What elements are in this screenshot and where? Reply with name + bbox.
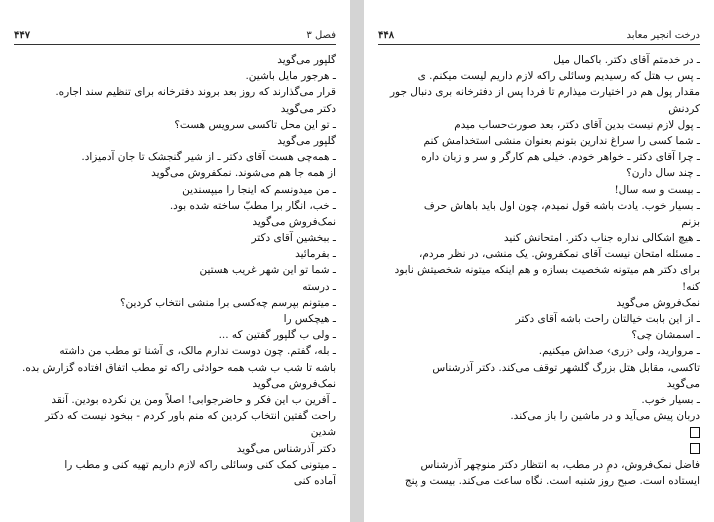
text-line: می‌گوید [666,377,700,390]
text-line: ایستاده است. صبح روز شنبه است. نگاه ساعت می‌کند. بیست و پنج [404,474,700,487]
text-line [378,441,700,457]
text-line: نمک‌فروش می‌گوید [252,215,336,228]
text-line [378,424,700,440]
text-line: از همه جا هم می‌شوند. نمکفروش می‌گوید [151,167,336,180]
right-page-number: ۴۴۸ [378,30,395,41]
text-line: ـ در خدمتم آقای دکتر. باکمال میل [553,54,700,66]
right-running-header [378,30,700,45]
text-line: ـ بفرمائید [295,248,336,261]
text-line: ـ چند سال دارن؟ [626,167,700,180]
left-running-head-title: فصل ۳ [306,30,336,41]
text-line: ـ مروارید، ولی ‹زری› صداش میکنیم. [538,345,700,358]
text-line: ـ بله، گفتم. چون دوست ندارم مالک، ی آشنا تو مطب من داشته [59,345,336,358]
left-running-header [14,30,336,45]
square-mark-icon [690,443,700,454]
text-line: دکتر آذرشناس می‌گوید [236,442,336,455]
text-line: قرار می‌گذارند که روز بعد بروند دفترخانه برای تنظیم سند اجاره. [55,86,336,99]
text-line: بزنم [681,215,700,228]
text-line: گلپور می‌گوید [277,134,336,147]
text-line: شدین [310,426,336,439]
text-line: کنه! [681,280,700,293]
text-line: دکتر می‌گوید [280,102,336,115]
text-line: آماده کنی [293,474,336,487]
text-line: ـ از این بابت خیالتان راحت باشه آقای دکتر [515,313,700,325]
text-line: ـ خب، انگار برا مطبّ ساخته شده بود. [169,199,336,212]
left-page-text [14,52,336,489]
text-line: ـ شما کسی را سراغ ندارین بتونم بعنوان منشی استخدامش کنم [423,134,700,147]
text-line: ـ مسئله امتحان نیست آقای نمکفروش. یک منشی، در نظر مردم، [418,248,700,261]
text-line: ـ شما تو این شهر غریب هستین [199,264,336,277]
text-line: ـ هرجور مایل باشین. [245,70,336,83]
text-line: ـ هیچکس را [283,313,336,325]
text-line: ـ تو این محل تاکسی سرویس هست؟ [174,118,336,131]
text-line: مقدار پول هم در اختیارت میذارم تا فردا پس از دفترخانه بری دنبال جور [389,86,700,99]
text-line: ـ ولی ب گلپور گفتین که ... [218,329,336,342]
text-line: ـ بیست و سه سال! [614,183,700,196]
text-line: ـ آفرین ب این فکر و حاضرجوابی! اصلاً ومن ین نکرده بودین. آنقد [51,393,336,406]
text-line: ـ درسته [302,280,336,293]
text-line: نمک‌فروش می‌گوید [616,296,700,309]
text-line: ـ بسیار خوب. یادت باشه قول نمیدم، چون اول باید باهاش حرف [423,199,700,212]
text-line: ـ من میدونسم که اینجا را میپسندین [182,183,336,196]
text-line: ـ ببخشین آقای دکتر [251,232,336,245]
text-line: نمک‌فروش می‌گوید [252,377,336,390]
left-page-number: ۴۴۷ [14,30,31,41]
text-line: فاضل نمک‌فروش، دمِ در مطب، به انتظار دکتر منوچهر آذرشناس [420,458,700,471]
text-line: دربان پیش می‌آید و در ماشین را باز می‌کند. [510,410,700,423]
right-page [364,0,714,522]
text-line: ـ اسمشان چی؟ [631,329,700,342]
text-line: تاکسی، مقابل هتل بزرگ گلشهر توقف می‌کند. دکتر آذرشناس [432,361,700,374]
text-line: ـ هیچ اشکالی نداره جناب دکتر. امتحانش کنید [503,232,700,245]
text-line: برای دکتر هم میتونه شخصیت بسازه و هم اینکه میتونه شخصیتش نابود [394,264,700,277]
square-mark-icon [690,427,700,438]
left-page [0,0,350,522]
text-line: ـ بسیار خوب. [641,393,700,406]
text-line: ـ پول لازم نیست بدین آقای دکتر، بعد صورت‌حساب میدم [454,118,700,131]
text-line: ـ میتونم بپرسم چه‌کسی برا منشی انتخاب کردین؟ [119,296,336,309]
text-line: کردنش [668,102,700,115]
text-line: ـ چرا آقای دکتر ـ خواهر خودم. خیلی هم کارگر و سر و زبان داره [421,151,700,164]
right-running-head-title: درخت انجیر معابد [626,30,700,41]
text-line: راحت گفتین انتخاب کردین که منم باور کردم - ببخود نیست که دکتر [45,410,336,423]
text-line: باشه تا شب ب شب همه حوادثی راکه تو مطب اتفاق افتاده گزارش بده. [22,361,336,374]
text-line: ـ میتونی کمک کنی وسائلی راکه لازم داریم تهیه کنی و مطب را [64,458,336,471]
text-line: ـ پس ب هتل که رسیدیم وسائلی راکه لازم داریم لیست میکنم. ی [417,70,700,83]
text-line: ـ همه‌چی هست آقای دکتر ـ از شیر گنجشک تا جان آدمیزاد. [81,151,336,164]
text-line: گلپور می‌گوید [277,54,336,66]
right-page-text [378,52,700,489]
